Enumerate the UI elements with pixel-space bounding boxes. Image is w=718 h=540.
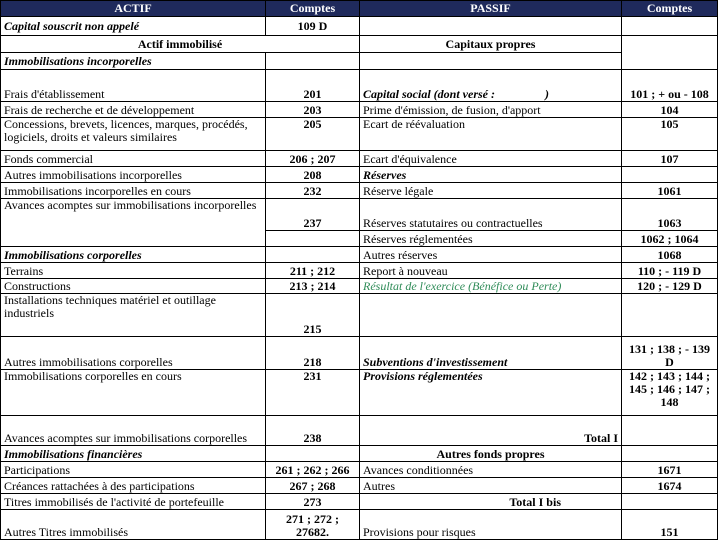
- passif-label: [360, 17, 622, 36]
- actif-compte: 205: [266, 118, 360, 151]
- table-row: [1, 446, 718, 462]
- actif-label: Constructions: [1, 279, 266, 294]
- actif-compte: 231: [266, 370, 360, 416]
- actif-compte: [266, 231, 360, 247]
- table-row: [1, 370, 718, 416]
- table-row: [1, 494, 718, 510]
- table-row: [1, 478, 718, 494]
- actif-label: Participations: [1, 462, 266, 478]
- actif-label: Titres immobilisés de l'activité de portefeuille: [1, 494, 266, 510]
- actif-label: Capital souscrit non appelé: [1, 17, 266, 36]
- passif-compte: [622, 36, 718, 70]
- table-row: [1, 247, 718, 263]
- passif-label: Ecart d'équivalence: [360, 151, 622, 167]
- actif-label: Immobilisations incorporelles en cours: [1, 183, 266, 199]
- actif-compte: 237: [266, 199, 360, 231]
- subsection-reserves: Réserves: [360, 167, 622, 183]
- passif-compte: 1062 ; 1064: [622, 231, 718, 247]
- provisions-reglementees-label: Provisions réglementées: [360, 370, 622, 416]
- actif-label: Terrains: [1, 263, 266, 279]
- actif-compte: 215: [266, 294, 360, 337]
- actif-compte: 261 ; 262 ; 266: [266, 462, 360, 478]
- subventions-label: Subventions d'investissement: [360, 337, 622, 370]
- actif-label: Autres Titres immobilisés: [1, 510, 266, 540]
- passif-label: Réserve légale: [360, 183, 622, 199]
- passif-compte: [622, 416, 718, 446]
- actif-compte: 203: [266, 102, 360, 118]
- table-row: [1, 118, 718, 151]
- passif-label: Réserves réglementées: [360, 231, 622, 247]
- total-i: Total I: [360, 416, 622, 446]
- passif-compte: 101 ; + ou - 108: [622, 70, 718, 102]
- actif-compte: 271 ; 272 ; 27682.: [266, 510, 360, 540]
- actif-compte: 273: [266, 494, 360, 510]
- actif-compte: [266, 53, 360, 70]
- passif-compte: 1061: [622, 183, 718, 199]
- actif-compte: 267 ; 268: [266, 478, 360, 494]
- actif-label: Frais d'établissement: [1, 70, 266, 102]
- section-capitaux-propres: Capitaux propres: [360, 36, 622, 53]
- table-row: [1, 294, 718, 337]
- table-row: [1, 199, 718, 231]
- passif-compte: 110 ; - 119 D: [622, 263, 718, 279]
- table-row: [1, 53, 718, 70]
- passif-compte: [622, 446, 718, 462]
- table-row: [1, 416, 718, 446]
- actif-label: Avances acomptes sur immobilisations corporelles: [1, 416, 266, 446]
- passif-compte: 1674: [622, 478, 718, 494]
- actif-compte: 232: [266, 183, 360, 199]
- passif-compte: [622, 17, 718, 36]
- actif-label: Frais de recherche et de développement: [1, 102, 266, 118]
- passif-compte: [622, 494, 718, 510]
- passif-compte: 105: [622, 118, 718, 151]
- actif-compte: 201: [266, 70, 360, 102]
- passif-label: Prime d'émission, de fusion, d'apport: [360, 102, 622, 118]
- passif-label: Avances conditionnées: [360, 462, 622, 478]
- passif-label: Autres: [360, 478, 622, 494]
- actif-compte: [266, 446, 360, 462]
- subsection-corporelles: Immobilisations corporelles: [1, 247, 266, 263]
- actif-compte: 213 ; 214: [266, 279, 360, 294]
- table-row: [1, 167, 718, 183]
- passif-compte: 107: [622, 151, 718, 167]
- passif-compte: [622, 294, 718, 337]
- actif-label: Immobilisations corporelles en cours: [1, 370, 266, 416]
- table-row: [1, 17, 718, 36]
- passif-compte: 142 ; 143 ; 144 ; 145 ; 146 ; 147 ; 148: [622, 370, 718, 416]
- comptes-header-left: Comptes: [266, 1, 360, 17]
- table-row: [1, 337, 718, 370]
- passif-header: PASSIF: [360, 1, 622, 17]
- table-row: [1, 151, 718, 167]
- actif-label: Autres immobilisations corporelles: [1, 337, 266, 370]
- actif-label: Avances acomptes sur immobilisations incorporelles: [1, 199, 266, 247]
- subsection-incorporelles: Immobilisations incorporelles: [1, 53, 266, 70]
- header-row: [1, 1, 718, 17]
- actif-compte: 238: [266, 416, 360, 446]
- passif-compte: 151: [622, 510, 718, 540]
- resultat-label: Résultat de l'exercice (Bénéfice ou Perte): [360, 279, 622, 294]
- passif-label: [360, 53, 622, 70]
- section-actif-immobilise: Actif immobilisé: [1, 36, 360, 53]
- passif-label: Ecart de réévaluation: [360, 118, 622, 151]
- actif-compte: 211 ; 212: [266, 263, 360, 279]
- actif-label: Installations techniques matériel et outillage industriels: [1, 294, 266, 337]
- passif-compte: 1068: [622, 247, 718, 263]
- actif-label: Créances rattachées à des participations: [1, 478, 266, 494]
- actif-label: Concessions, brevets, licences, marques, procédés, logiciels, droits et valeurs similaires: [1, 118, 266, 151]
- passif-label: Réserves statutaires ou contractuelles: [360, 199, 622, 231]
- table-row: [1, 70, 718, 102]
- actif-header: ACTIF: [1, 1, 266, 17]
- passif-compte: 131 ; 138 ; - 139 D: [622, 337, 718, 370]
- table-row: [1, 36, 718, 53]
- passif-compte: 1063: [622, 199, 718, 231]
- total-i-bis: Total I bis: [360, 494, 622, 510]
- table-row: [1, 510, 718, 540]
- section-autres-fonds-propres: Autres fonds propres: [360, 446, 622, 462]
- passif-label: Autres réserves: [360, 247, 622, 263]
- table-row: [1, 279, 718, 294]
- passif-compte: [622, 167, 718, 183]
- passif-compte: 104: [622, 102, 718, 118]
- actif-compte: 206 ; 207: [266, 151, 360, 167]
- actif-compte: 109 D: [266, 17, 360, 36]
- actif-compte: 218: [266, 337, 360, 370]
- passif-compte: 1671: [622, 462, 718, 478]
- table-row: [1, 102, 718, 118]
- table-row: [1, 183, 718, 199]
- passif-compte: 120 ; - 129 D: [622, 279, 718, 294]
- actif-compte: [266, 247, 360, 263]
- passif-label: [360, 294, 622, 337]
- actif-compte: 208: [266, 167, 360, 183]
- table-row: [1, 263, 718, 279]
- actif-label: Autres immobilisations incorporelles: [1, 167, 266, 183]
- table-row: [1, 462, 718, 478]
- passif-label: Report à nouveau: [360, 263, 622, 279]
- passif-label: Capital social (dont versé : ): [360, 70, 622, 102]
- subsection-financieres: Immobilisations financières: [1, 446, 266, 462]
- passif-label: Provisions pour risques: [360, 510, 622, 540]
- actif-label: Fonds commercial: [1, 151, 266, 167]
- comptes-header-right: Comptes: [622, 1, 718, 17]
